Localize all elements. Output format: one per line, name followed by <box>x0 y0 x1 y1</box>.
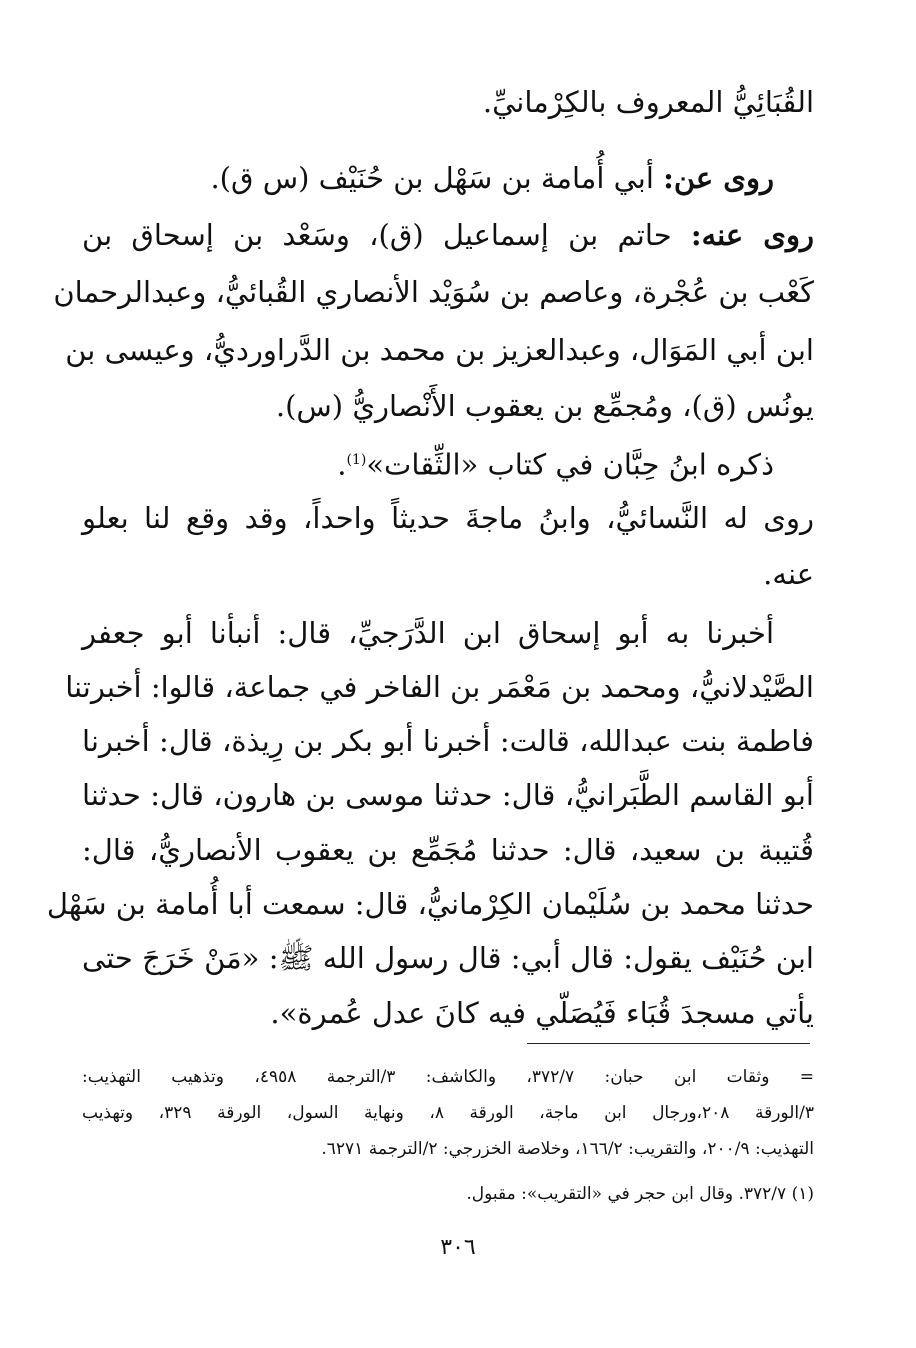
text-line: يونُس (ق)، ومُجمِّع بن يعقوب الأَنْصاريُّ (س). <box>275 389 814 423</box>
footnote-line: التهذيب: ٢٠٠/٩، والتقريب: ١٦٦/٢، وخلاصة الخزرجي: ٢/الترجمة ٦٢٧١. <box>321 1139 814 1159</box>
text-line: ابن حُنَيْف يقول: قال أبي: قال رسول الله ﷺ: «مَنْ خَرَجَ حتى <box>82 941 814 975</box>
text-line: أبو القاسم الطَّبَرانيُّ، قال: حدثنا موسى بن هارون، قال: حدثنا <box>82 778 814 812</box>
page-number: ٣٠٦ <box>440 1235 476 1260</box>
footnote-line: = وثقات ابن حبان: ٣٧٢/٧، والكاشف: ٣/الترجمة ٤٩٥٨، وتذهيب التهذيب: <box>82 1067 815 1087</box>
text-line: ذكره ابنُ حِبَّان في كتاب «الثِّقات»$^{(1)}$. <box>337 447 774 482</box>
footnote-line: ٣/الورقة ٢٠٨،ورجال ابن ماجة، الورقة ٨، ونهاية السول، الورقة ٣٢٩، وتهذيب <box>82 1103 814 1123</box>
text-line: أخبرنا به أبو إسحاق ابن الدَّرَجيِّ، قال: أنبأنا أبو جعفر <box>82 616 774 650</box>
text-line: كَعْب بن عُجْرة، وعاصم بن سُوَيْد الأنصاري القُبائيُّ، وعبدالرحمان <box>53 275 814 309</box>
text-line: فاطمة بنت عبدالله، قالت: أخبرنا أبو بكر بن رِيذة، قال: أخبرنا <box>82 724 814 758</box>
footnote-line: (١) ٣٧٢/٧. وقال ابن حجر في «التقريب»: مقبول. <box>466 1184 814 1204</box>
text-line: الصَّيْدلانيُّ، ومحمد بن مَعْمَر بن الفاخر في جماعة، قالوا: أخبرتنا <box>65 670 814 704</box>
footnote-divider <box>527 1043 810 1044</box>
text-line: يأتي مسجدَ قُبَاء فَيُصَلّي فيه كانَ عدل عُمرة». <box>270 996 814 1030</box>
text-line: روى عن: أبي أُمامة بن سَهْل بن حُنَيْف (س ق). <box>210 161 774 195</box>
text-line: قُتيبة بن سعيد، قال: حدثنا مُجَمِّع بن يعقوب الأنصاريُّ، قال: <box>82 833 814 867</box>
text-line: القُبَائِيُّ المعروف بالكِرْمانيِّ. <box>482 85 814 119</box>
text-line: روى له النَّسائيُّ، وابنُ ماجةَ حديثاً واحداً، وقد وقع لنا بعلو <box>82 501 814 535</box>
text-line: روى عنه: حاتم بن إسماعيل (ق)، وسَعْد بن إسحاق بن <box>82 218 814 252</box>
text-line: حدثنا محمد بن سُلَيْمان الكِرْمانيُّ، قال: سمعت أبا أُمامة بن سَهْل <box>46 887 814 921</box>
text-line: ابن أبي المَوَال، وعبدالعزيز بن محمد بن الدَّراورديُّ، وعيسى بن <box>65 333 814 367</box>
footnote-ref: (1) <box>346 452 367 468</box>
text-line: عنه. <box>763 557 814 591</box>
